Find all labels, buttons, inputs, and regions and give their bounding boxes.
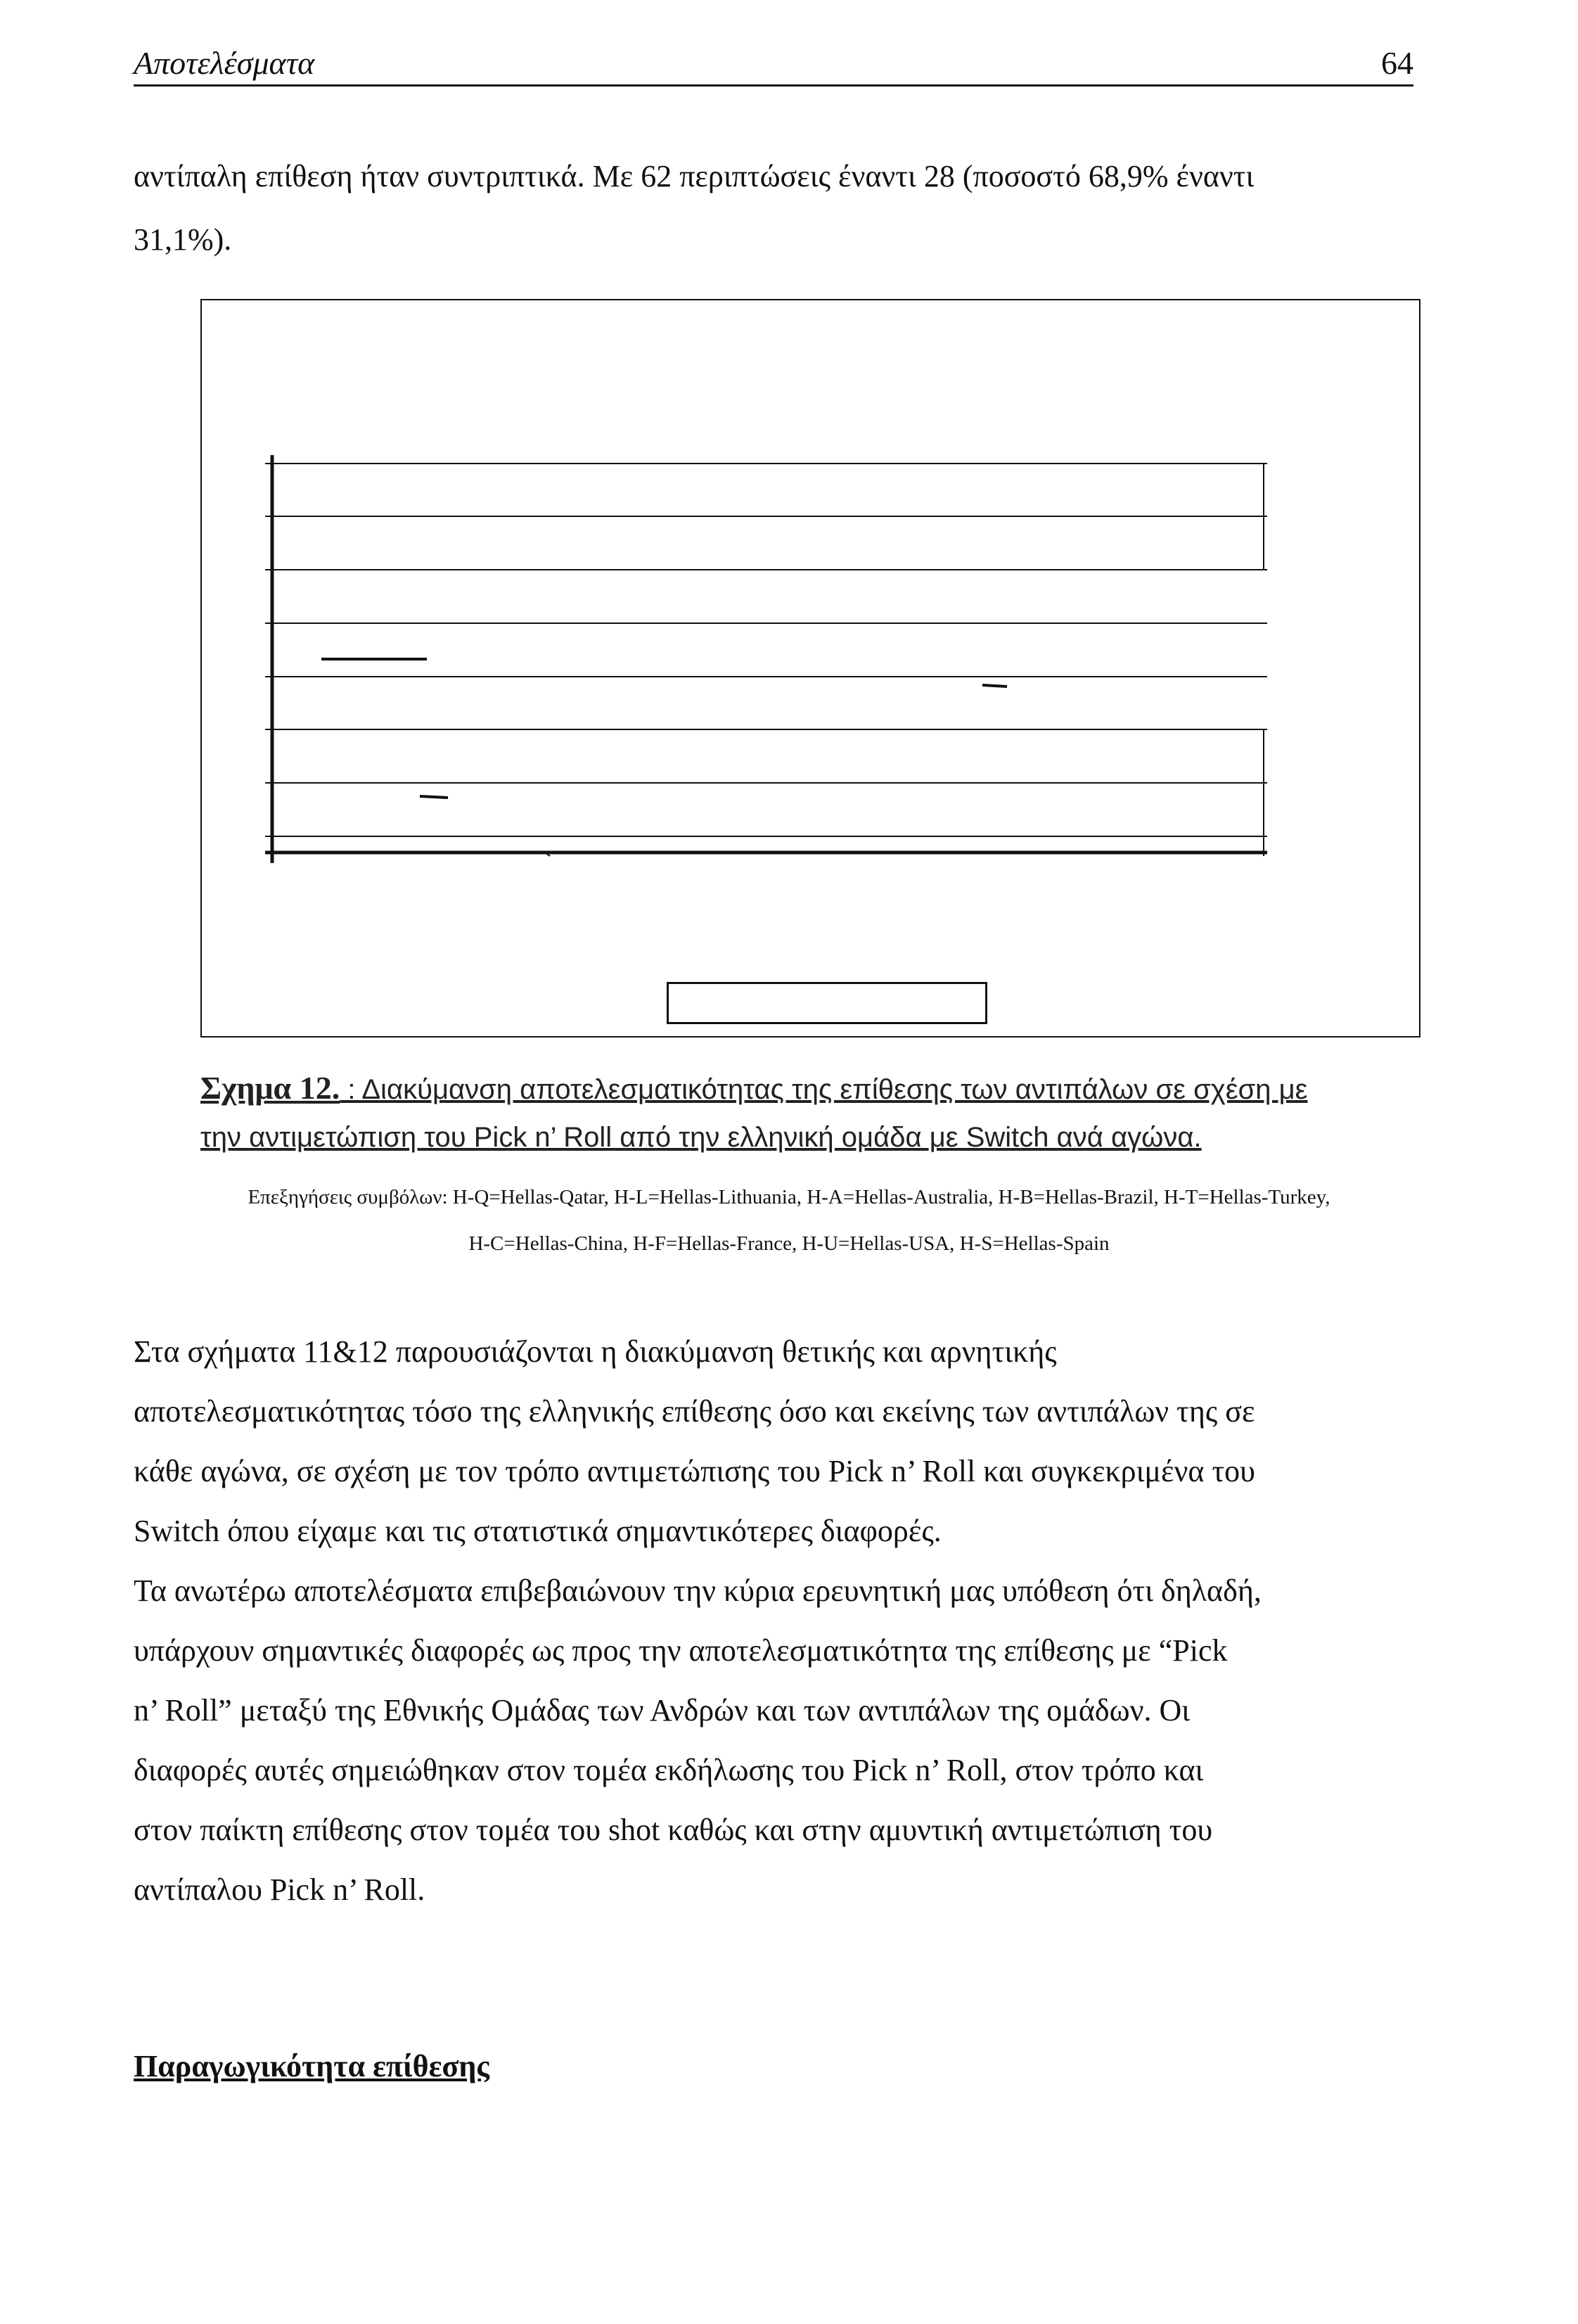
chart-plot (202, 300, 1419, 1036)
paragraph-line: κάθε αγώνα, σε σχέση με τον τρόπο αντιμετώπισης του Pick n’ Roll και συγκεκριμένα του (134, 1454, 1255, 1488)
faint-series-segment (982, 685, 1007, 687)
section-heading: Παραγωγικότητα επίθεσης (134, 2049, 489, 2083)
page-number: 64 (1381, 45, 1413, 81)
figure-caption-line-2 (200, 1122, 1438, 1154)
paragraph-line: Switch όπου είχαμε και τις στατιστικά σημαντικότερες διαφορές. (134, 1514, 942, 1548)
intro-line-2: 31,1%). (134, 222, 232, 257)
figure-caption-text-2: την αντιμετώπιση του Pick n’ Roll από την ελληνική ομάδα με Switch ανά αγώνα. (200, 1122, 1202, 1153)
figure-frame (200, 299, 1420, 1038)
symbol-legend-line-1: Επεξηγήσεις συμβόλων: H-Q=Hellas-Qatar, H-L=Hellas-Lithuania, H-A=Hellas-Australia, H-B=Hellas-Brazil, H-T=Hellas-Turkey, (248, 1186, 1330, 1208)
paragraph-line: Στα σχήματα 11&12 παρουσιάζονται η διακύμανση θετικής και αρνητικής (134, 1334, 1057, 1369)
intro-line-1: αντίπαλη επίθεση ήταν συντριπτικά. Με 62 περιπτώσεις έναντι 28 (ποσοστό 68,9% έναντι (134, 159, 1255, 193)
paragraph-line: υπάρχουν σημαντικές διαφορές ως προς την αποτελεσματικότητα της επίθεσης με “Pick (134, 1633, 1228, 1668)
paragraph-line: αντίπαλου Pick n’ Roll. (134, 1872, 425, 1907)
figure-caption-line-1 (200, 1069, 1438, 1106)
paragraph-line: αποτελεσματικότητας τόσο της ελληνικής επίθεσης όσο και εκείνης των αντιπάλων της σε (134, 1394, 1255, 1429)
chart-legend-box (667, 982, 987, 1024)
figure-caption-label: Σχημα 12. (200, 1070, 340, 1106)
paragraph-line: n’ Roll” μεταξύ της Εθνικής Ομάδας των Ανδρών και των αντιπάλων της ομάδων. Οι (134, 1693, 1191, 1728)
section-title: Αποτελέσματα (134, 45, 315, 81)
figure-caption-text-1: : Διακύμανση αποτελεσματικότητας της επίθεσης των αντιπάλων σε σχέση με (340, 1074, 1308, 1105)
faint-series-segment (420, 796, 448, 798)
paragraph-line: στον παίκτη επίθεσης στον τομέα του shot καθώς και στην αμυντική αντιμετώπιση του (134, 1813, 1213, 1847)
symbol-legend-line-2: H-C=Hellas-China, H-F=Hellas-France, H-U=Hellas-USA, H-S=Hellas-Spain (468, 1232, 1110, 1255)
paragraph-line: Τα ανωτέρω αποτελέσματα επιβεβαιώνουν την κύρια ερευνητική μας υπόθεση ότι δηλαδή, (134, 1573, 1262, 1608)
paragraph-line: διαφορές αυτές σημειώθηκαν στον τομέα εκδήλωσης του Pick n’ Roll, στον τρόπο και (134, 1753, 1204, 1787)
page-header (134, 42, 1413, 87)
